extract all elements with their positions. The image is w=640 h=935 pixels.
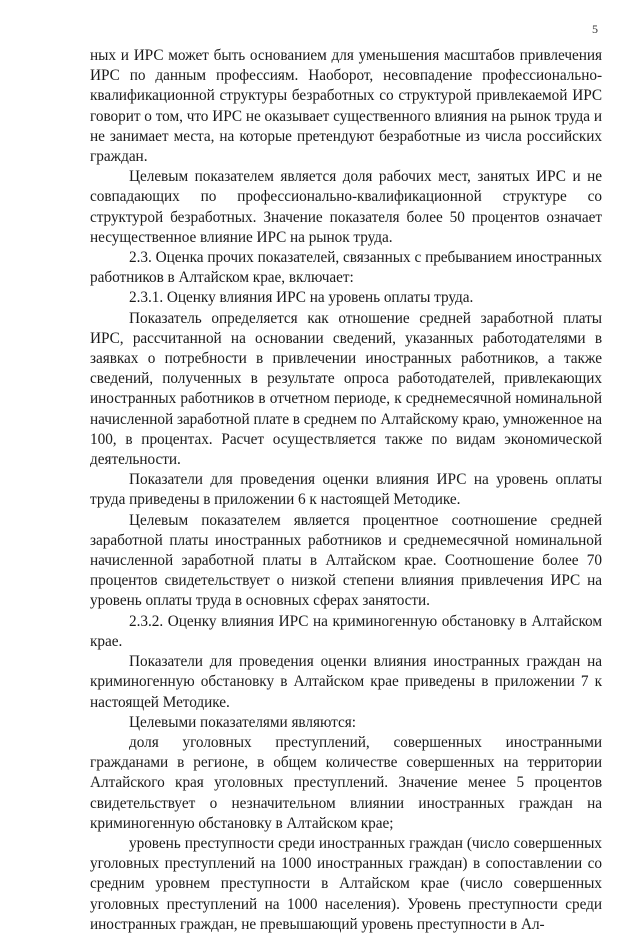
paragraph: Целевым показателем является процентное соотношение средней заработной платы иностранных работников и среднемесячной номинальной начисленной заработной платы в Алтайском крае. Соотношение более 70 процентов свидетельствует о низкой степени влияния привлечения ИРС на уровень оплаты труда в основных сферах занятости. (90, 511, 602, 610)
paragraph: Целевым показателем является доля рабочих мест, занятых ИРС и не совпадающих по профессионально-квалификационной структуре со структурой безработных. Значение показателя более 50 процентов означает несущественное влияние ИРС на рынок труда. (90, 168, 602, 246)
paragraph: 2.3.1. Оценку влияния ИРС на уровень оплаты труда. (129, 289, 474, 307)
document-body (90, 46, 602, 935)
paragraph: 2.3.2. Оценку влияния ИРС на криминогенную обстановку в Алтайском крае. (90, 612, 602, 650)
paragraph: ных и ИРС может быть основанием для уменьшения масштабов привлечения ИРС по данным профессиям. Наоборот, несовпадение профессионально-квалификационной структуры безработных со структурой привлекаемой ИРС говорит о том, что ИРС не оказывает существенного влияния на рынок труда и не занимает места, на которые претендуют безработные из числа российских граждан. (90, 47, 602, 166)
paragraph: уровень преступности среди иностранных граждан (число совершенных уголовных преступлений на 1000 иностранных граждан) в сопоставлении со средним уровнем преступности в Алтайском крае (число совершенных уголовных преступлений на 1000 населения). Уровень преступности среди иностранных граждан, не превышающий уровень преступности в Ал- (90, 834, 602, 933)
page-number: 5 (592, 22, 598, 36)
paragraph: Показатели для проведения оценки влияния иностранных граждан на криминогенную обстановку в Алтайском крае приведены в приложении 7 к настоящей Методике. (90, 653, 602, 711)
paragraph: Показатель определяется как отношение средней заработной платы ИРС, рассчитанной на основании сведений, указанных работодателями в заявках о потребности в привлечении иностранных работников, а также сведений, полученных в результате опроса работодателей, привлекающих иностранных работников в отчетном периоде, к среднемесячной номинальной начисленной заработной плате в среднем по Алтайскому краю, умноженное на 100, в процентах. Расчет осуществляется также по видам экономической деятельности. (90, 309, 602, 469)
paragraph: 2.3. Оценка прочих показателей, связанных с пребыванием иностранных работников в Алтайском крае, включает: (90, 249, 602, 287)
paragraph: доля уголовных преступлений, совершенных иностранными гражданами в регионе, в общем количестве совершенных на территории Алтайского края уголовных преступлений. Значение менее 5 процентов свидетельствует о незначительном влиянии иностранных граждан на криминогенную обстановку в Алтайском крае; (90, 733, 602, 832)
paragraph: Показатели для проведения оценки влияния ИРС на уровень оплаты труда приведены в приложении 6 к настоящей Методике. (90, 471, 602, 509)
paragraph: Целевыми показателями являются: (129, 713, 356, 731)
